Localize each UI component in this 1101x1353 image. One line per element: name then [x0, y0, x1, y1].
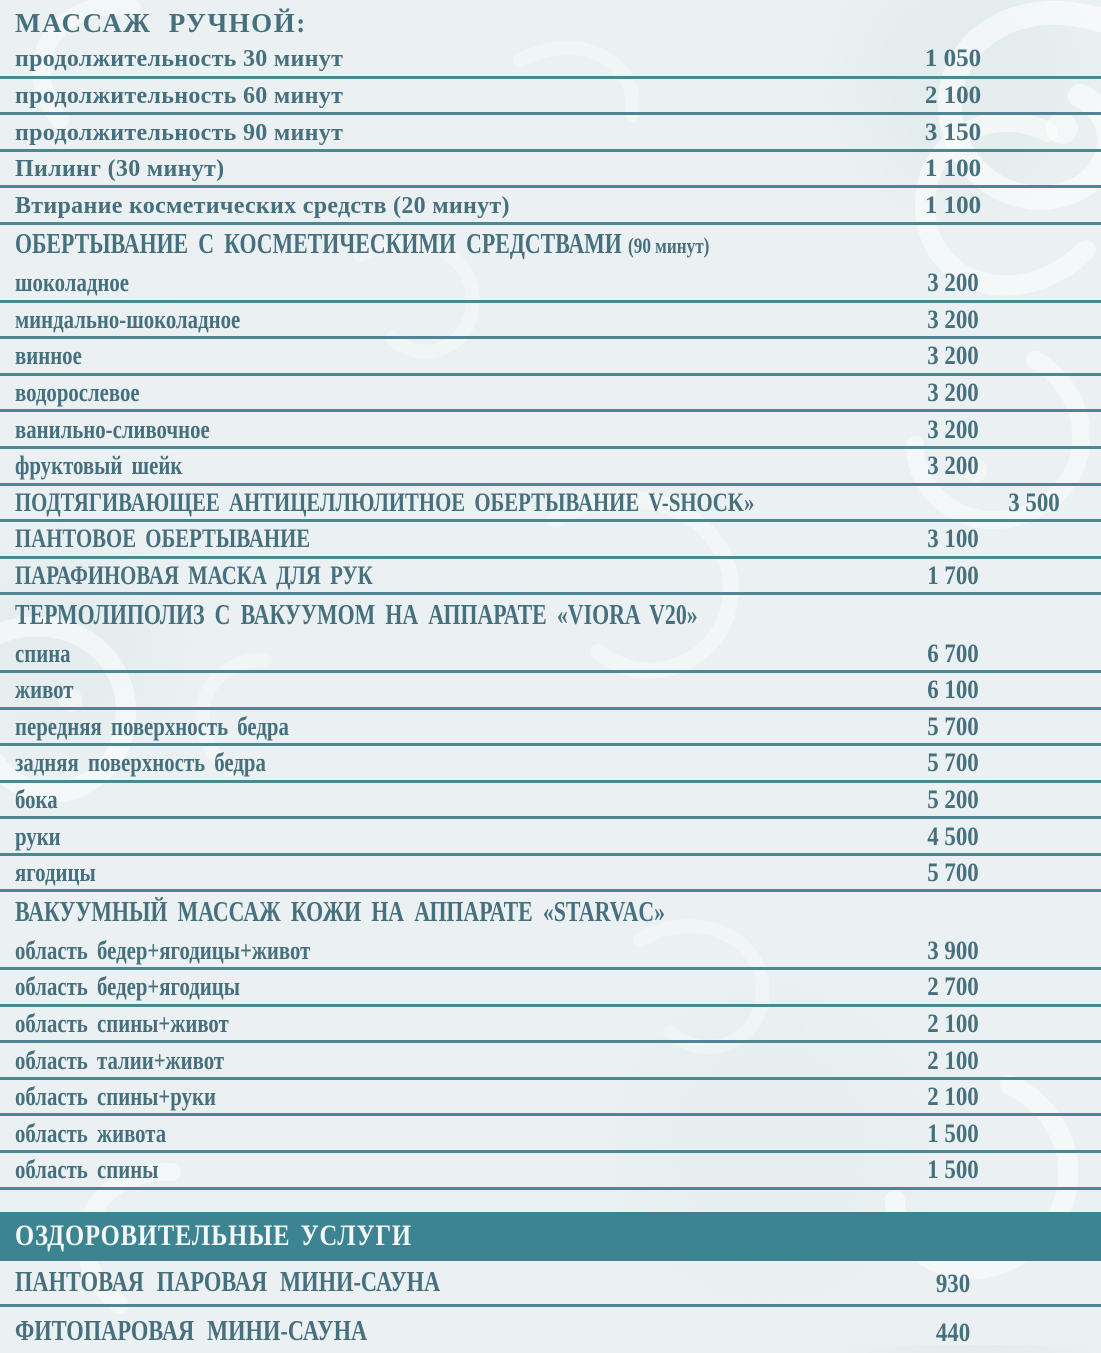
price-row [0, 783, 1101, 820]
service-label: ФИТОПАРОВАЯ МИНИ-САУНА [15, 1316, 368, 1348]
price-row [0, 412, 1101, 449]
price-row [0, 856, 1101, 893]
wellness-rows [0, 1261, 1101, 1353]
service-label: миндально-шоколадное [15, 304, 241, 334]
service-label: область бедер+ягодицы+живот [15, 935, 311, 965]
service-label: ПАНТОВОЕ ОБЕРТЫВАНИЕ [15, 524, 311, 554]
section-title [0, 595, 1101, 636]
service-price: 1 050 [924, 45, 982, 73]
service-label: область талии+живот [15, 1045, 225, 1075]
service-price: 3 200 [927, 304, 979, 334]
service-label: шоколадное [15, 268, 130, 298]
service-price: 2 100 [924, 81, 982, 109]
service-price: 3 200 [927, 451, 979, 481]
section-title-text: ТЕРМОЛИПОЛИЗ С ВАКУУМОМ НА АППАРАТЕ «VIORA V20» [15, 599, 698, 631]
service-price: 3 500 [1008, 487, 1060, 517]
price-row [0, 303, 1101, 340]
service-label: ванильно-сливочное [15, 414, 210, 444]
service-label: область спины+руки [15, 1082, 216, 1112]
service-price: 2 100 [927, 1008, 979, 1038]
price-row [0, 933, 1101, 970]
service-price: 3 900 [927, 935, 979, 965]
service-price: 6 700 [927, 638, 979, 668]
section-title-text: ОБЕРТЫВАНИЕ С КОСМЕТИЧЕСКИМИ СРЕДСТВАМИ [15, 229, 622, 261]
price-row [0, 559, 1101, 596]
banner-title: ОЗДОРОВИТЕЛЬНЫЕ УСЛУГИ [15, 1219, 412, 1253]
price-row [0, 376, 1101, 413]
service-label: продолжительность 90 минут [15, 119, 344, 146]
service-price: 4 500 [927, 821, 979, 851]
price-row [0, 449, 1101, 486]
service-price: 1 100 [924, 155, 982, 183]
price-row [0, 266, 1101, 303]
service-label: задняя поверхность бедра [15, 748, 266, 778]
service-label: Втирание косметических средств (20 минут) [15, 192, 510, 219]
price-row [0, 636, 1101, 673]
service-price: 1 100 [924, 191, 982, 219]
service-label: водорослевое [15, 378, 140, 408]
service-price: 930 [935, 1269, 971, 1299]
price-row [0, 673, 1101, 710]
price-row [0, 1153, 1101, 1190]
service-price: 5 200 [927, 784, 979, 814]
section-title [0, 4, 1101, 42]
service-label: живот [15, 675, 74, 705]
price-row [0, 339, 1101, 376]
service-price: 5 700 [927, 858, 979, 888]
service-label: ПОДТЯГИВАЮЩЕЕ АНТИЦЕЛЛЮЛИТНОЕ ОБЕРТЫВАНИЕ V-SHOCK» [15, 487, 755, 517]
section-title-text: МАССАЖ РУЧНОЙ: [15, 7, 307, 38]
price-row [0, 1043, 1101, 1080]
price-row [0, 1080, 1101, 1117]
service-label: область живота [15, 1118, 167, 1148]
service-price: 2 100 [927, 1082, 979, 1112]
price-row [0, 1307, 1101, 1353]
service-price: 3 200 [927, 378, 979, 408]
price-row [0, 522, 1101, 559]
price-row [0, 152, 1101, 189]
price-row [0, 1261, 1101, 1307]
price-row [0, 115, 1101, 152]
service-price: 1 700 [927, 561, 979, 591]
service-label: спина [15, 638, 71, 668]
section-title-text: ВАКУУМНЫЙ МАССАЖ КОЖИ НА АППАРАТЕ «STARVAC» [15, 896, 666, 928]
service-label: винное [15, 341, 82, 371]
service-price: 2 700 [927, 972, 979, 1002]
price-row [0, 1116, 1101, 1153]
price-row [0, 486, 1101, 523]
section-title-duration: (90 минут) [628, 233, 710, 259]
service-label: фруктовый шейк [15, 451, 183, 481]
service-price: 1 500 [927, 1155, 979, 1185]
service-price: 5 700 [927, 711, 979, 741]
price-row [0, 710, 1101, 747]
price-row [0, 1007, 1101, 1044]
price-row [0, 188, 1101, 225]
service-price: 3 200 [927, 268, 979, 298]
service-label: продолжительность 30 минут [15, 46, 344, 73]
service-price: 1 500 [927, 1118, 979, 1148]
service-price: 440 [935, 1318, 971, 1348]
service-label: ПАНТОВАЯ ПАРОВАЯ МИНИ-САУНА [15, 1267, 441, 1299]
service-label: ягодицы [15, 858, 96, 888]
price-row [0, 819, 1101, 856]
price-row [0, 42, 1101, 79]
service-price: 5 700 [927, 748, 979, 778]
service-label: ПАРАФИНОВАЯ МАСКА ДЛЯ РУК [15, 561, 373, 591]
service-price: 3 150 [924, 118, 982, 146]
service-price: 3 200 [927, 341, 979, 371]
service-label: продолжительность 60 минут [15, 83, 344, 109]
service-label: область спины [15, 1155, 159, 1185]
service-label: бока [15, 784, 58, 814]
price-row [0, 746, 1101, 783]
service-label: область бедер+ягодицы [15, 972, 240, 1002]
section-title [0, 225, 1101, 266]
service-label: Пилинг (30 минут) [15, 156, 225, 183]
price-row [0, 79, 1101, 116]
section-banner [0, 1212, 1101, 1261]
section-title [0, 892, 1101, 933]
service-label: руки [15, 821, 61, 851]
service-price: 3 200 [927, 414, 979, 444]
service-sections [0, 4, 1101, 1190]
service-price: 3 100 [927, 524, 979, 554]
service-label: область спины+живот [15, 1008, 229, 1038]
price-row [0, 970, 1101, 1007]
service-price: 2 100 [927, 1045, 979, 1075]
service-price: 6 100 [927, 675, 979, 705]
service-label: передняя поверхность бедра [15, 711, 289, 741]
